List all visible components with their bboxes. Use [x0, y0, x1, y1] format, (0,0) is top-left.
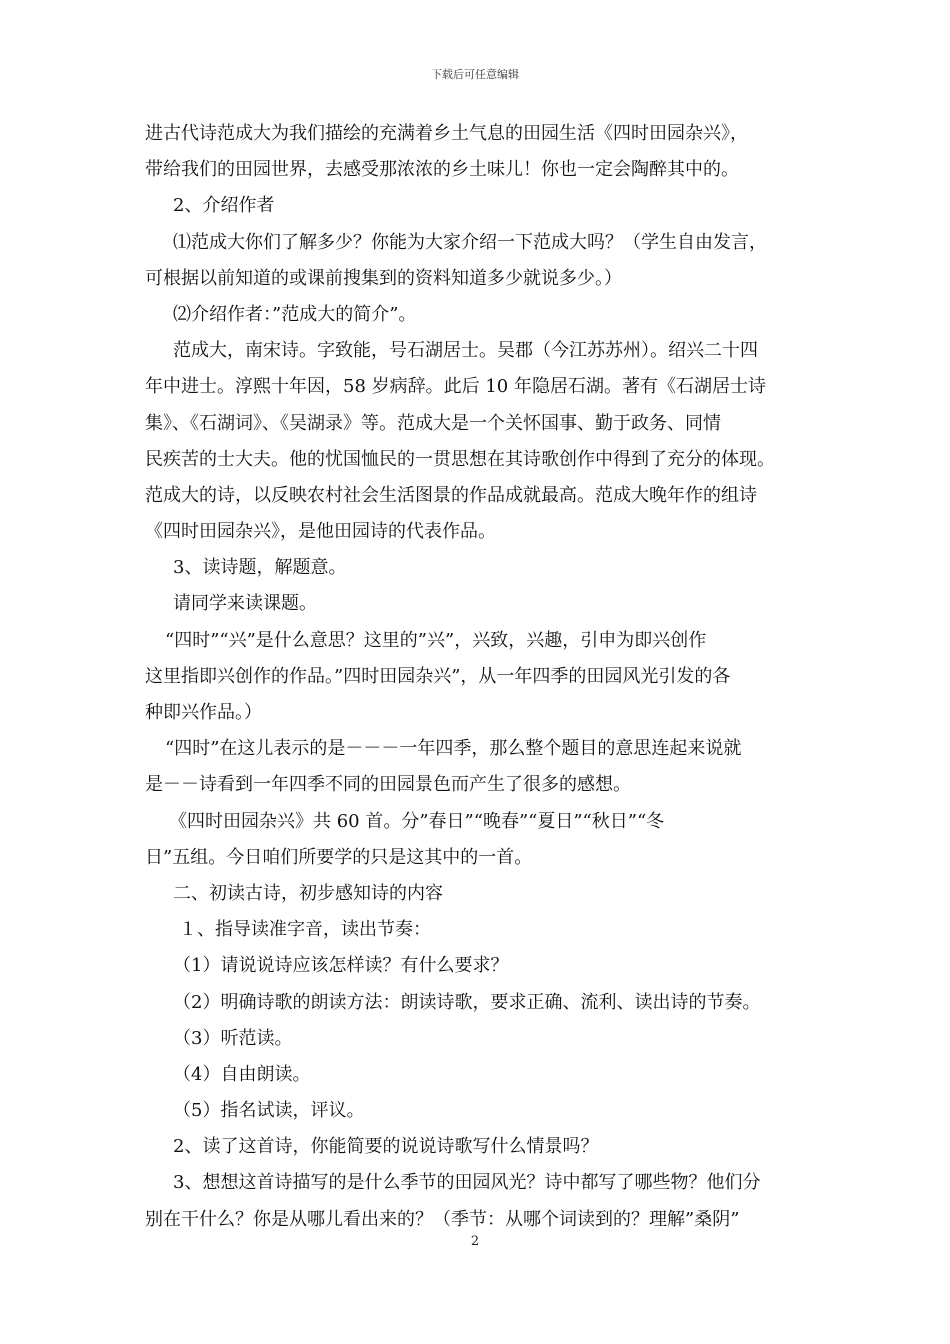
page-header: 下载后可任意编辑 — [431, 68, 519, 81]
paragraph-line: 种即兴作品。） — [145, 702, 262, 723]
paragraph-line: 日”五组。今日咱们所要学的只是这其中的一首。 — [145, 846, 533, 868]
list-item: １、指导读准字音，读出节奏： — [179, 919, 431, 941]
section-heading: 3、读诗题，解题意。 — [173, 557, 347, 579]
list-item: （3）听范读。 — [173, 1027, 293, 1049]
paragraph-line: ⑵介绍作者：”范成大的简介”。 — [173, 303, 417, 325]
paragraph-line: 范成大，南宋诗。字致能，号石湖居士。吴郡（今江苏苏州）。绍兴二十四 — [173, 340, 758, 362]
paragraph-line: 带给我们的田园世界，去感受那浓浓的乡土味儿！你也一定会陶醉其中的。 — [145, 159, 739, 181]
section-heading: 2、介绍作者 — [173, 195, 275, 217]
list-item: （1）请说说诗应该怎样读？有什么要求？ — [173, 955, 509, 977]
paragraph-line: 可根据以前知道的或课前搜集到的资料知道多少就说多少。） — [145, 267, 622, 289]
paragraph-line: 范成大的诗，以反映农村社会生活图景的作品成就最高。范成大晚年作的组诗 — [145, 484, 757, 506]
paragraph-line: 2、读了这首诗，你能简要的说说诗歌写什么情景吗？ — [173, 1136, 599, 1158]
paragraph-line: 《四时田园杂兴》，是他田园诗的代表作品。 — [145, 521, 496, 543]
list-item: （4）自由朗读。 — [173, 1063, 311, 1085]
paragraph-line: 这里指即兴创作的作品。”四时田园杂兴”，从一年四季的田园风光引发的各 — [145, 665, 731, 687]
paragraph-line: 年中进士。淳熙十年因，58 岁病辞。此后 10 年隐居石湖。著有《石湖居士诗 — [145, 376, 766, 398]
page-number: 2 — [470, 1234, 480, 1249]
paragraph-line: 是－－诗看到一年四季不同的田园景色而产生了很多的感想。 — [145, 774, 631, 796]
paragraph-line: 进古代诗范成大为我们描绘的充满着乡土气息的田园生活《四时田园杂兴》， — [145, 123, 748, 144]
paragraph-line: 请同学来读课题。 — [173, 593, 317, 615]
section-heading: 二、初读古诗，初步感知诗的内容 — [173, 882, 443, 904]
paragraph-line: 民疾苦的士大夫。他的忧国恤民的一贯思想在其诗歌创作中得到了充分的体现。 — [145, 448, 775, 470]
paragraph-line: 别在干什么？你是从哪儿看出来的？（季节：从哪个词读到的？理解”桑阴” — [145, 1208, 740, 1230]
paragraph-line: 集》、《石湖词》、《吴湖录》等。范成大是一个关怀国事、勤于政务、同情 — [145, 412, 721, 434]
document-body — [145, 116, 820, 1238]
paragraph-line: “四时”在这儿表示的是－－－一年四季，那么整个题目的意思连起来说就 — [165, 738, 742, 760]
list-item: （2）明确诗歌的朗读方法：朗读诗歌，要求正确、流利、读出诗的节奏。 — [173, 991, 761, 1013]
list-item: （5）指名试读，评议。 — [173, 1100, 365, 1122]
paragraph-line: ⑴范成大你们了解多少？你能为大家介绍一下范成大吗？（学生自由发言， — [173, 231, 767, 253]
paragraph-line: 《四时田园杂兴》共 60 首。分”春日”“晚春”“夏日”“秋日”“冬 — [169, 810, 665, 832]
paragraph-line: “四时”“兴”是什么意思？这里的”兴”，兴致，兴趣，引申为即兴创作 — [165, 629, 707, 651]
paragraph-line: 3、想想这首诗描写的是什么季节的田园风光？诗中都写了哪些物？他们分 — [173, 1172, 761, 1194]
